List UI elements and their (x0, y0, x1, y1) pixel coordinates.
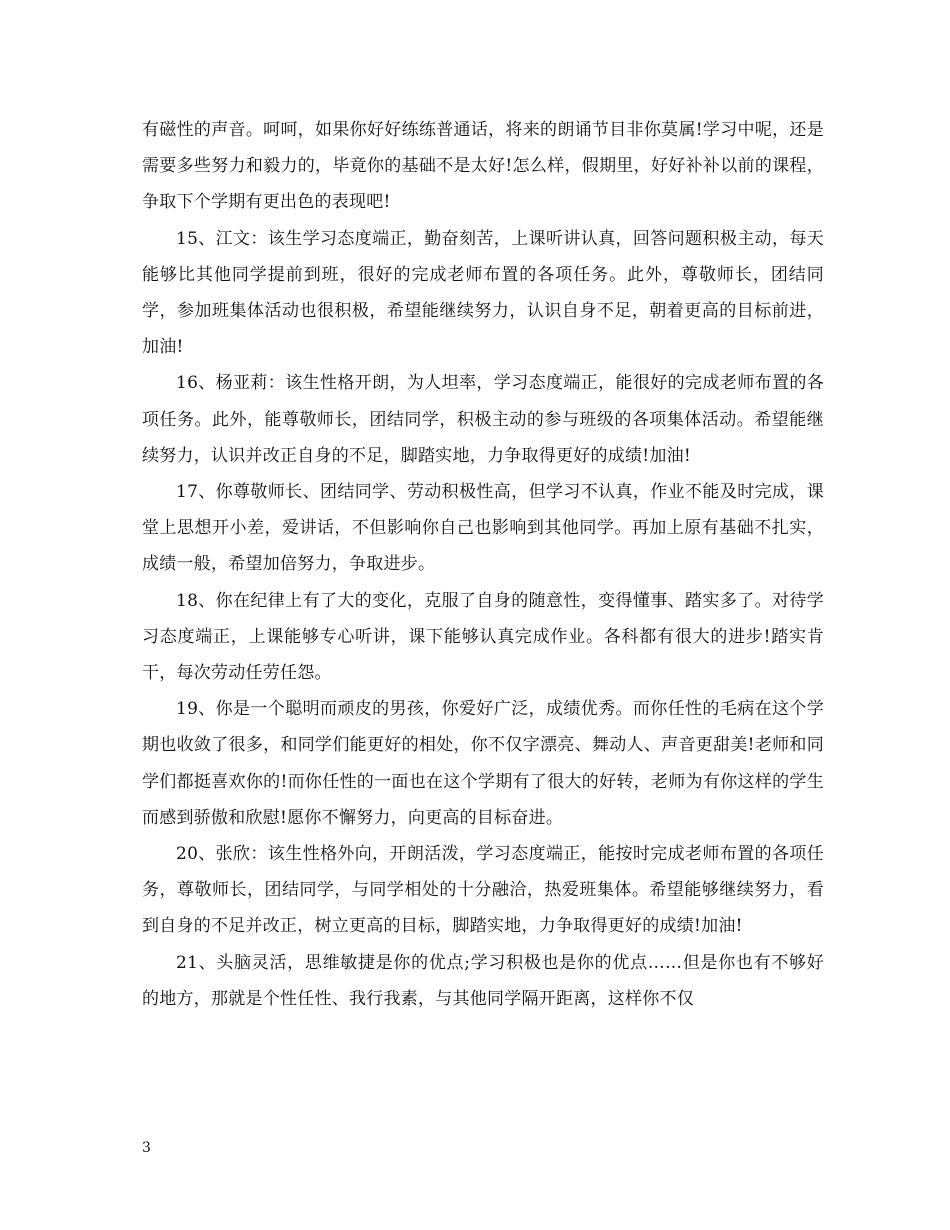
paragraph-8: 21、头脑灵活，思维敏捷是你的优点;学习积极也是你的优点……但是你也有不够好的地方，那就是个性任性、我行我素，与其他同学隔开距离，这样你不仅 (142, 952, 824, 1009)
paragraph-3: 16、杨亚莉：该生性格开朗，为人坦率，学习态度端正，能很好的完成老师布置的各项任务。此外，能尊敬师长，团结同学，积极主动的参与班级的各项集体活动。希望能继续努力，认识并改正自身的不足，脚踏实地，力争取得更好的成绩!加油! (142, 373, 824, 466)
page-number: 3 (142, 1140, 151, 1156)
paragraph-6: 19、你是一个聪明而顽皮的男孩，你爱好广泛，成绩优秀。而你任性的毛病在这个学期也收敛了很多，和同学们能更好的相处，你不仅字漂亮、舞动人、声音更甜美!老师和同学们都挺喜欢你的!而你任性的一面也在这个学期有了很大的好转，老师为有你这样的学生而感到骄傲和欣慰!愿你不懈努力，向更高的目标奋进。 (142, 699, 824, 828)
paragraph-1: 有磁性的声音。呵呵，如果你好好练练普通话，将来的朗诵节目非你莫属!学习中呢，还是需要多些努力和毅力的，毕竟你的基础不是太好!怎么样，假期里，好好补补以前的课程，争取下个学期有更出色的表现吧! (142, 120, 824, 213)
paragraph-4: 17、你尊敬师长、团结同学、劳动积极性高，但学习不认真，作业不能及时完成，课堂上思想开小差，爱讲话，不但影响你自己也影响到其他同学。再加上原有基础不扎实，成绩一般，希望加倍努力，争取进步。 (142, 482, 824, 575)
document-body (142, 112, 824, 1017)
paragraph-2: 15、江文：该生学习态度端正，勤奋刻苦，上课听讲认真，回答问题积极主动，每天能够比其他同学提前到班，很好的完成老师布置的各项任务。此外，尊敬师长，团结同学，参加班集体活动也很积极，希望能继续努力，认识自身不足，朝着更高的目标前进，加油! (142, 228, 824, 358)
paragraph-7: 20、张欣：该生性格外向，开朗活泼，学习态度端正，能按时完成老师布置的各项任务，尊敬师长，团结同学，与同学相处的十分融洽，热爱班集体。希望能够继续努力，看到自身的不足并改正，树立更高的目标，脚踏实地，力争取得更好的成绩!加油! (142, 844, 824, 937)
paragraph-5: 18、你在纪律上有了大的变化，克服了自身的随意性，变得懂事、踏实多了。对待学习态度端正，上课能够专心听讲，课下能够认真完成作业。各科都有很大的进步!踏实肯干，每次劳动任劳任怨。 (142, 590, 824, 684)
